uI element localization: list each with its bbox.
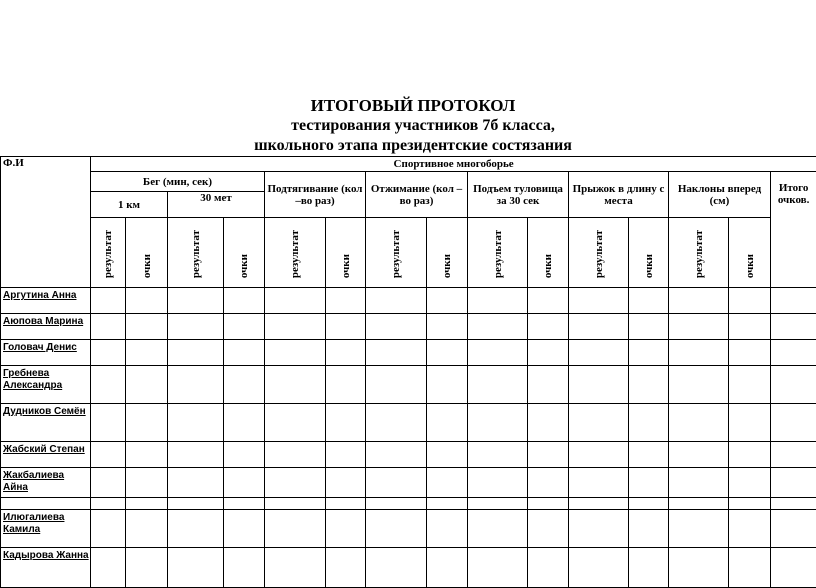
score-cell[interactable] [265, 366, 326, 404]
score-cell[interactable] [224, 442, 265, 468]
score-cell[interactable] [91, 340, 126, 366]
subheader-row [1, 218, 816, 288]
score-cell[interactable] [569, 548, 629, 588]
participant-name: Кадырова Жанна [1, 548, 91, 588]
score-cell[interactable] [771, 288, 816, 314]
score-cell[interactable] [468, 548, 528, 588]
score-cell[interactable] [224, 404, 265, 442]
score-cell[interactable] [326, 366, 366, 404]
points-subheader [729, 218, 771, 288]
score-cell[interactable] [224, 288, 265, 314]
score-cell[interactable] [771, 404, 816, 442]
score-cell[interactable] [91, 498, 126, 510]
score-cell[interactable] [326, 442, 366, 468]
participant-name: Аргутина Анна [1, 288, 91, 314]
score-cell[interactable] [224, 366, 265, 404]
score-cell[interactable] [629, 442, 669, 468]
table-row [1, 468, 816, 498]
score-cell[interactable] [224, 510, 265, 548]
score-cell[interactable] [729, 404, 771, 442]
score-cell[interactable] [326, 468, 366, 498]
score-cell[interactable] [771, 314, 816, 340]
score-cell[interactable] [569, 498, 629, 510]
score-cell[interactable] [168, 468, 224, 498]
participant-name: Гребнева Александра [1, 366, 91, 404]
score-cell[interactable] [168, 442, 224, 468]
score-cell[interactable] [468, 498, 528, 510]
score-cell[interactable] [326, 510, 366, 548]
score-cell[interactable] [366, 340, 427, 366]
points-subheader-text: очки [744, 254, 756, 278]
score-cell[interactable] [629, 366, 669, 404]
score-cell[interactable] [265, 442, 326, 468]
score-cell[interactable] [629, 548, 669, 588]
score-cell[interactable] [326, 340, 366, 366]
protocol-subtitle: тестирования участников 7б класса, [0, 116, 816, 136]
participant-name: Жакбалиева Айна [1, 468, 91, 498]
score-cell[interactable] [326, 548, 366, 588]
score-cell[interactable] [729, 498, 771, 510]
score-cell[interactable] [729, 366, 771, 404]
score-cell[interactable] [468, 442, 528, 468]
points-subheader [326, 218, 366, 288]
score-cell[interactable] [669, 288, 729, 314]
result-subheader [669, 218, 729, 288]
score-cell[interactable] [629, 498, 669, 510]
score-cell[interactable] [629, 340, 669, 366]
score-cell[interactable] [427, 288, 468, 314]
participant-name: Дудников Семён [1, 404, 91, 442]
score-cell[interactable] [265, 340, 326, 366]
points-subheader-text: очки [238, 254, 250, 278]
score-cell[interactable] [224, 548, 265, 588]
score-cell[interactable] [168, 510, 224, 548]
protocol-title-block [0, 96, 816, 156]
result-subheader-text: результат [593, 230, 605, 278]
score-cell[interactable] [771, 498, 816, 510]
score-cell[interactable] [468, 510, 528, 548]
fio-header: Ф.И [1, 157, 91, 288]
score-cell[interactable] [168, 288, 224, 314]
score-cell[interactable] [366, 314, 427, 340]
score-cell[interactable] [265, 510, 326, 548]
score-cell[interactable] [729, 288, 771, 314]
score-cell[interactable] [91, 548, 126, 588]
score-cell[interactable] [168, 366, 224, 404]
score-cell[interactable] [669, 366, 729, 404]
score-cell[interactable] [265, 498, 326, 510]
score-cell[interactable] [91, 468, 126, 498]
score-cell[interactable] [569, 404, 629, 442]
table-row [1, 498, 816, 510]
score-cell[interactable] [468, 314, 528, 340]
score-cell[interactable] [366, 442, 427, 468]
result-subheader [468, 218, 528, 288]
points-subheader-text: очки [141, 254, 153, 278]
score-cell[interactable] [669, 404, 729, 442]
results-table [0, 156, 816, 588]
points-subheader [224, 218, 265, 288]
score-cell[interactable] [91, 314, 126, 340]
score-cell[interactable] [427, 510, 468, 548]
pushups-header: Отжимание (кол – во раз) [366, 172, 468, 218]
score-cell[interactable] [468, 288, 528, 314]
table-row [1, 510, 816, 548]
score-cell[interactable] [427, 404, 468, 442]
score-cell[interactable] [265, 404, 326, 442]
score-cell[interactable] [126, 442, 168, 468]
score-cell[interactable] [224, 468, 265, 498]
score-cell[interactable] [126, 404, 168, 442]
score-cell[interactable] [91, 288, 126, 314]
score-cell[interactable] [126, 498, 168, 510]
run-30m-header: 30 мет [168, 192, 265, 218]
score-cell[interactable] [771, 366, 816, 404]
protocol-title: ИТОГОВЫЙ ПРОТОКОЛ [0, 96, 816, 116]
score-cell[interactable] [168, 314, 224, 340]
result-subheader [366, 218, 427, 288]
situps-header-line1: Подъем туловища [473, 183, 563, 195]
participant-name: Илюгалиева Камила [1, 510, 91, 548]
score-cell[interactable] [569, 288, 629, 314]
score-cell[interactable] [729, 468, 771, 498]
score-cell[interactable] [771, 510, 816, 548]
score-cell[interactable] [427, 314, 468, 340]
points-subheader-text: очки [340, 254, 352, 278]
participant-name: Головач Денис [1, 340, 91, 366]
score-cell[interactable] [265, 314, 326, 340]
result-subheader-text: результат [289, 230, 301, 278]
score-cell[interactable] [224, 340, 265, 366]
score-cell[interactable] [569, 314, 629, 340]
score-cell[interactable] [669, 510, 729, 548]
score-cell[interactable] [366, 288, 427, 314]
score-cell[interactable] [528, 404, 569, 442]
score-cell[interactable] [126, 340, 168, 366]
table-row [1, 288, 816, 314]
participant-name: Аюпова Марина [1, 314, 91, 340]
score-cell[interactable] [126, 288, 168, 314]
score-cell[interactable] [729, 548, 771, 588]
score-cell[interactable] [771, 468, 816, 498]
score-cell[interactable] [366, 510, 427, 548]
score-cell[interactable] [265, 548, 326, 588]
total-header: Итого очков. [771, 172, 816, 288]
protocol-subtitle-stage: школьного этапа президентские состязания [0, 136, 816, 156]
score-cell[interactable] [569, 468, 629, 498]
score-cell[interactable] [126, 366, 168, 404]
result-subheader-text: результат [390, 230, 402, 278]
score-cell[interactable] [629, 404, 669, 442]
score-cell[interactable] [771, 442, 816, 468]
points-subheader [427, 218, 468, 288]
score-cell[interactable] [265, 468, 326, 498]
score-cell[interactable] [629, 510, 669, 548]
score-cell[interactable] [629, 314, 669, 340]
score-cell[interactable] [126, 548, 168, 588]
score-cell[interactable] [569, 442, 629, 468]
score-cell[interactable] [528, 288, 569, 314]
score-cell[interactable] [528, 510, 569, 548]
result-subheader-text: результат [102, 230, 114, 278]
score-cell[interactable] [669, 340, 729, 366]
jump-header: Прыжок в длину с места [569, 172, 669, 218]
points-subheader-text: очки [643, 254, 655, 278]
score-cell[interactable] [669, 548, 729, 588]
score-cell[interactable] [91, 442, 126, 468]
score-cell[interactable] [528, 548, 569, 588]
score-cell[interactable] [729, 314, 771, 340]
score-cell[interactable] [326, 288, 366, 314]
table-row [1, 314, 816, 340]
table-row [1, 366, 816, 404]
run-header: Бег (мин, сек) [91, 172, 265, 192]
score-cell[interactable] [528, 442, 569, 468]
run-1km-header: 1 км [91, 192, 168, 218]
situps-header-line2: за 30 сек [497, 195, 540, 207]
result-subheader-text: результат [190, 230, 202, 278]
bend-header: Наклоны вперед (см) [669, 172, 771, 218]
group-header: Спортивное многоборье [91, 157, 816, 172]
score-cell[interactable] [366, 468, 427, 498]
points-subheader [629, 218, 669, 288]
points-subheader-text: очки [441, 254, 453, 278]
table-row [1, 404, 816, 442]
score-cell[interactable] [629, 288, 669, 314]
score-cell[interactable] [366, 498, 427, 510]
score-cell[interactable] [91, 404, 126, 442]
score-cell[interactable] [468, 340, 528, 366]
score-cell[interactable] [126, 510, 168, 548]
score-cell[interactable] [427, 498, 468, 510]
result-subheader [168, 218, 224, 288]
participant-name [1, 498, 91, 510]
score-cell[interactable] [366, 404, 427, 442]
pullups-header: Подтягивание (кол –во раз) [265, 172, 366, 218]
participant-name: Жабский Степан [1, 442, 91, 468]
score-cell[interactable] [729, 510, 771, 548]
score-cell[interactable] [468, 404, 528, 442]
score-cell[interactable] [528, 340, 569, 366]
score-cell[interactable] [569, 510, 629, 548]
points-subheader-text: очки [542, 254, 554, 278]
score-cell[interactable] [224, 314, 265, 340]
points-subheader [126, 218, 168, 288]
score-cell[interactable] [126, 468, 168, 498]
score-cell[interactable] [669, 314, 729, 340]
score-cell[interactable] [168, 498, 224, 510]
score-cell[interactable] [168, 548, 224, 588]
score-cell[interactable] [468, 366, 528, 404]
score-cell[interactable] [326, 314, 366, 340]
score-cell[interactable] [771, 548, 816, 588]
score-cell[interactable] [669, 468, 729, 498]
score-cell[interactable] [771, 340, 816, 366]
score-cell[interactable] [224, 498, 265, 510]
table-row [1, 340, 816, 366]
points-subheader [528, 218, 569, 288]
score-cell[interactable] [366, 548, 427, 588]
score-cell[interactable] [265, 288, 326, 314]
score-cell[interactable] [629, 468, 669, 498]
score-cell[interactable] [669, 498, 729, 510]
score-cell[interactable] [91, 366, 126, 404]
score-cell[interactable] [427, 442, 468, 468]
table-row [1, 548, 816, 588]
score-cell[interactable] [528, 498, 569, 510]
score-cell[interactable] [126, 314, 168, 340]
score-cell[interactable] [427, 468, 468, 498]
score-cell[interactable] [326, 404, 366, 442]
result-subheader [569, 218, 629, 288]
situps-header [468, 172, 569, 218]
result-subheader-text: результат [693, 230, 705, 278]
score-cell[interactable] [468, 468, 528, 498]
score-cell[interactable] [168, 404, 224, 442]
score-cell[interactable] [427, 340, 468, 366]
score-cell[interactable] [729, 442, 771, 468]
result-subheader [265, 218, 326, 288]
score-cell[interactable] [669, 442, 729, 468]
score-cell[interactable] [569, 340, 629, 366]
result-subheader-text: результат [492, 230, 504, 278]
score-cell[interactable] [528, 468, 569, 498]
score-cell[interactable] [326, 498, 366, 510]
score-cell[interactable] [569, 366, 629, 404]
score-cell[interactable] [729, 340, 771, 366]
table-row [1, 442, 816, 468]
score-cell[interactable] [366, 366, 427, 404]
score-cell[interactable] [91, 510, 126, 548]
score-cell[interactable] [427, 366, 468, 404]
score-cell[interactable] [168, 340, 224, 366]
score-cell[interactable] [427, 548, 468, 588]
score-cell[interactable] [528, 314, 569, 340]
result-subheader [91, 218, 126, 288]
score-cell[interactable] [528, 366, 569, 404]
